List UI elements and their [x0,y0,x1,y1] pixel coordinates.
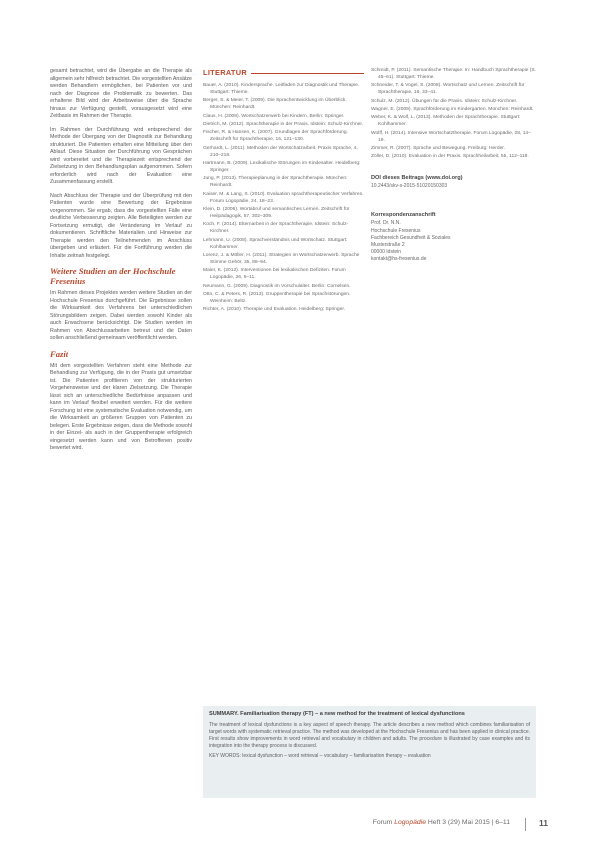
reference-entry: Jung, P. (2013). Therapieplanung in der Sprachtherapie. München: Reinhardt. [203,176,348,189]
reference-entry: Schneider, T. & Vogel, S. (2008). Wortschatz und Lernen. Zeitschrift für Sprachtherapie, 16, 33–41. [371,83,525,96]
journal-prefix: Forum [372,819,395,826]
issue-info: Heft 3 (29) Mai 2015 | 6–11 [427,819,510,826]
reference-entry: Klein, D. (2006). Wortabruf und semantisches Lernen. Zeitschrift für Heilpädagogik, 57, 302–309. [203,207,350,219]
reference-entry: Wolff, H. (2014). Intensive Wortschatztherapie. Forum Logopädie, 28, 14–19. [371,130,531,143]
doi-value: 10.2443/skv-s-2015-51020150303 [371,182,448,189]
correspondence-title: Korrespondenzanschrift [371,211,436,218]
body-column-left [50,68,192,459]
doi-block [371,175,536,190]
email-link[interactable]: kontakt@hs-fresenius.de [371,256,427,263]
reference-entry: Bauer, A. (2010). Kindersprache. Leitfaden zur Diagnostik und Therapie. Stuttgart: Thieme. [203,83,360,95]
summary-keywords: KEY WORDS: lexical dysfunction – word retrieval – vocabulary – familiarisation therapy – evaluation [209,752,431,759]
section-heading-studies: Weitere Studien an der Hochschule Fresenius [50,266,176,286]
doi-title: DOI dieses Beitrags (www.doi.org) [371,175,463,182]
address-line: Prof. Dr. N.N. [371,220,401,227]
body-paragraph: Im Rahmen dieses Projektes werden weitere Studien an der Hochschule Fresenius durchgeführt. Die Ergebnisse sollen die Wirksamkeit des Verfahrens bei unterschiedlichen Störungsbildern zeigen. Dabei werden sowohl Kinder als auch Erwachsene berücksichtigt. Die Studien werden im Rahmen von Abschlussarbeiten betreut und die Daten sollen anschließend gemeinsam veröffentlicht werden. [50,290,192,341]
body-paragraph: Mit dem vorgestellten Verfahren steht eine Methode zur Behandlung zur Verfügung, die in der Praxis gut umsetzbar ist. Die Patienten profitieren von der strukturierten Vorgehensweise und der klaren Zielsetzung. Die Therapie lässt sich an unterschiedliche Bedürfnisse anpassen und kann im Verlauf flexibel erweitert werden. Für die weitere Forschung ist eine systematische Evaluation notwendig, um die Wirksamkeit an größeren Gruppen von Patienten zu belegen. Erste Ergebnisse zeigen, dass die Methode sowohl in der Einzel- als auch in der Gruppentherapie erfolgreich eingesetzt werden kann und von Betroffenen positiv bewertet wird. [50,362,192,451]
correspondence-address [371,220,536,263]
reference-entry: Claus, H. (2008). Wortschatzerwerb bei Kindern. Berlin: Springer. [203,113,345,119]
body-paragraph: gesamt betrachtet, wird die Übergabe an die Therapie als allgemein sehr hilfreich betrachtet. Die vorgestellten Ansätze werden Behandlern ermöglichen, bei Patienten vor und nach der Diagnose die Problematik zu bewerten. Das erhaltene Bild wird der Arbeitsweise über die Sprache hinaus zur Verfügung gestellt, vorausgesetzt wird eine Zeitbasis im Rahmen der Therapie. [50,68,192,119]
heading-rule [251,73,364,74]
reference-entry: Kaiser, M. & Lang, S. (2010). Evaluation sprachtherapeutischer Verfahren. Forum Logopädie, 24, 18–23. [203,191,364,204]
reference-entry: Otto, C. & Peters, R. (2013). Gruppentherapie bei Sprachstörungen. Weinheim: Beltz. [203,291,351,304]
reference-list [371,68,536,161]
reference-list [203,83,364,314]
reference-entry: Berger, S. & Meier, T. (2009). Die Sprachentwicklung im Überblick. München: Reinhardt. [203,98,347,111]
footer-journal-info [373,819,510,826]
reference-entry: Lehmann, U. (2008). Sprachverständnis und Wortschatz. Stuttgart: Kohlhammer. [203,237,348,250]
address-line: Musterstraße 2 [371,241,405,248]
section-heading-fazit: Fazit [50,348,69,359]
reference-entry: Schmidt, P. (2011). Semantische Therapie. In: Handbuch Sprachtherapie (S. 45–61). Stuttgart: Thieme. [371,68,537,80]
reference-entry: Wagner, E. (2009). Sprachförderung im Kindergarten. München: Reinhardt. [371,107,534,113]
summary-text: The treatment of lexical dysfunctions is a key aspect of speech therapy. The article describes a new method which combines familiarisation of target words with systematic retrieval practice. The method was developed at the Hochschule Fresenius and has been applied in clinical practice. First results show improvements in word retrieval and vocabulary in children and adults. The procedure is illustrated by case examples and its integration into the therapy process is discussed. [209,721,530,749]
literature-heading-label: LITERATUR [203,68,248,77]
literature-column [203,68,364,316]
reference-entry: Fischer, R. & Hansen, K. (2007). Grundlagen der Sprachförderung. Zeitschrift für Sprachtherapie, 15, 121–130. [203,130,348,143]
reference-entry: Schulz, M. (2012). Übungen für die Praxis. Idstein: Schulz-Kirchner. [371,98,518,104]
address-line: 00000 Idstein [371,249,402,256]
reference-entry: Weber, K. & Wolf, L. (2013). Methoden der Sprachtherapie. Stuttgart: Kohlhammer. [371,115,521,128]
page-number: 11 [539,818,548,828]
reference-entry: Dietrich, M. (2012). Sprachtherapie in der Praxis. Idstein: Schulz-Kirchner. [203,122,364,128]
reference-entry: Gerhardt, L. (2011). Methoden der Wortschatzarbeit. Praxis Sprache, 4, 210–218. [203,145,358,158]
reference-entry: Neumann, G. (2009). Diagnostik im Vorschulalter. Berlin: Cornelsen. [203,283,351,289]
reference-entry: Maier, K. (2012). Interventionen bei lexikalischen Defiziten. Forum Logopädie, 26, 6–11. [203,268,346,281]
address-line: Fachbereich Gesundheit & Soziales [371,234,451,241]
reference-entry: Richter, A. (2010). Therapie und Evaluation. Heidelberg: Springer. [203,307,346,313]
page-footer [360,818,560,832]
journal-name: Logopädie [394,819,426,826]
body-paragraph: Nach Abschluss der Therapie und der Überprüfung mit den Patienten wurde eine Bewertung der Ergebnisse vorgenommen. Sie ergab, dass die vorgestellten Fälle eine deutliche Verbesserung zeigten. Alle Beteiligten werden zur Fortsetzung ermutigt, die Veränderung im Verlauf zu dokumentieren. Schriftliche Materialien und Hinweise zur Therapie werden den Teilnehmenden im Anschluss übergeben und erläutert. Für die Fortführung werden die Inhalte zeitnah festgelegt. [50,192,192,259]
reference-entry: Koch, F. (2014). Elternarbeit in der Sprachtherapie. Idstein: Schulz-Kirchner. [203,222,349,235]
reference-entry: Hartmann, B. (2009). Lexikalische Störungen im Kindesalter. Heidelberg: Springer. [203,161,361,173]
address-line: Hochschule Fresenius [371,227,421,234]
summary-box [203,706,536,798]
summary-title: SUMMARY. Familiarisation therapy (FT) – a new method for the treatment of lexical dysfunctions [209,711,465,717]
body-paragraph: Im Rahmen der Durchführung wird entsprechend der Methode der Übergang von der Diagnostik zur Behandlung strukturiert. Die Patienten erhalten eine Mitteilung über den Ablauf. Diese Situation der Durchführung von Gesprächen wird vorbereitet und die Therapiezeit entsprechend der Zielsetzung in den Behandlungsplan aufgenommen. Sofern erforderlich wird nach der Evaluation eine Zusammenfassung erstellt. [50,126,192,185]
reference-entry: Zöller, D. (2010). Evaluation in der Praxis. Sprachheilarbeit, 55, 112–118. [371,154,529,160]
reference-entry: Zimmer, R. (2007). Sprache und Bewegung. Freiburg: Herder. [371,146,506,152]
literature-heading [203,68,364,77]
reference-entry: Lorenz, J. & Möller, H. (2011). Strategien im Wortschatzerwerb. Sprache Stimme Gehör, 35, 88–94. [203,252,360,265]
footer-divider [525,818,526,831]
literature-column-continued [371,68,536,264]
